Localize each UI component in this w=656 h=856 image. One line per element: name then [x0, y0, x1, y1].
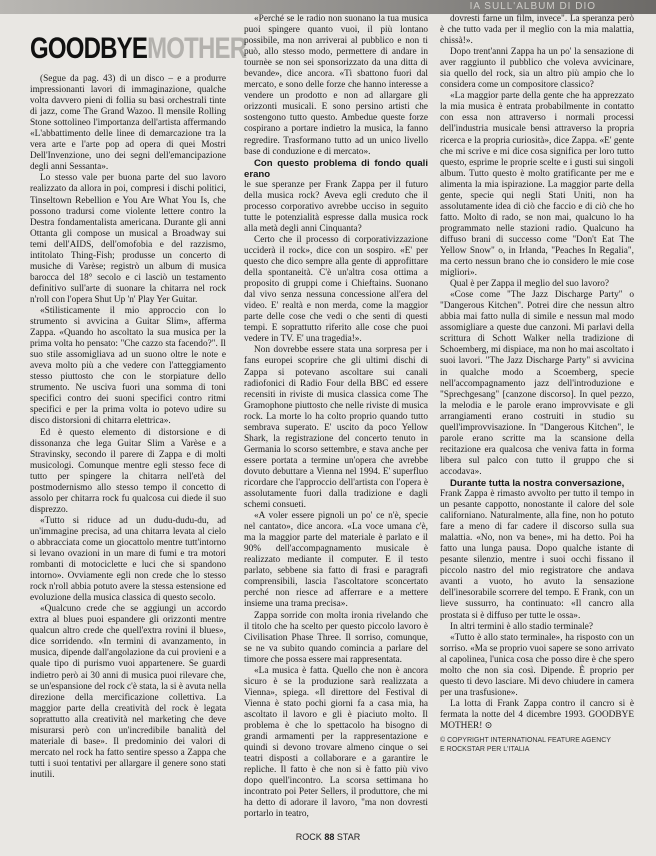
- paragraph: Frank Zappa è rimasto avvolto per tutto il tempo in un pesante cappotto, nonostante il calore del sole californiano. Naturalmente, alla fine, non ho potuto fare a meno di far cadere il discorso sulla sua malattia. «No, non va bene», mi ha detto. Poi ha fatto una lunga pausa. Dopo qualche istante di pesante silenzio, mentre i suoi occhi fissano il piccolo nastro del mio registratore che andava avanti a vuoto, ho avuto la sensazione dell'inesorabile scorrere del tempo. E Frank, con un lieve sussurro, ha continuato: «Il cancro alla prostata si è diffuso per tutte le ossa».: [440, 489, 634, 621]
- paragraph: Certo che il processo di corporativizzazione ucciderà il rock», dice con un sospiro. «E' per questo che dico sempre alla gente di approfittare della spontaneità. C'è un'altra cosa ottima a proposito di gruppi come i Chieftains. Suonano dal vivo senza nessuna concessione all'era del video. E' realtà e non merda, come la maggior parte delle cose che vedi o che senti di questi tempi. E soprattutto riferito alle cose che puoi vedere in TV. E' una tragedia!».: [244, 234, 428, 345]
- page-footer: [0, 832, 656, 842]
- paragraph: le sue speranze per Frank Zappa per il futuro della musica rock? Aveva egli creduto che il processo corporativo avrebbe ucciso in seguito tutte le potenzialità espresse dalla musica rock alla metà degli anni Cinquanta?: [244, 179, 428, 234]
- section-subhead: Con questo problema di fondo quali erano: [244, 157, 428, 180]
- paragraph: Zappa sorride con molta ironia rivelando che il titolo che ha scelto per questo piccolo lavoro è Civilisation Phase Three. Il sorriso, comunque, se ne va subito quando comincia a parlare del timore che possa essere mai rappresentata.: [244, 610, 428, 665]
- footer-magazine-right: STAR: [336, 832, 361, 842]
- column-2: [244, 14, 428, 820]
- paragraph: Dopo trent'anni Zappa ha un po' la sensazione di aver raggiunto il pubblico che voleva avvicinare, sia quello del rock, sia un altro più ampio che lo considera come un compositore classico?: [440, 47, 634, 91]
- credit-line: E ROCKSTAR PER L'ITALIA: [440, 746, 530, 754]
- title-part-2: MOTHER: [147, 32, 247, 65]
- copyright-credits: [440, 736, 634, 754]
- paragraph: «Cose come "The Jazz Discharge Party" o "Dangerous Kitchen". Potrei dire che nessun altro abbia mai fatto nulla di simile e nessun mal modo assomigliare a queste due canzoni. Mi parlavi della scrittura di Schott Walker nella tradizione di Schoemberg, mi dispiace, ma non ho mai ascoltato i suoi lavori. "The Jazz Discharge Party" si avvicina in qualche modo a Scoemberg, specie nell'accompagnamento jazz dell'introduzione e "Sprechgesang" [canzone discorso]. In quel pezzo, la melodia e le parole erano improvvisate e gli arrangiamenti erano costruiti in studio su quell'improvvisazione. In "Dangerous Kitchen", le parole erano scritte ma la scansione della recitazione era qualcosa che veniva fatta in forma libera sul palco con tutto il gruppo che si accodava».: [440, 290, 634, 477]
- paragraph: Non dovrebbe essere stata una sorpresa per i fans europei scoprire che gli ultimi dischi di Zappa si potevano ascoltare sui canali radiofonici di Radio Four della BBC ed essere recensiti in riviste di musica classica come The Gramophone piuttosto che nelle riviste di musica rock. La morte lo ha colto proprio quando tutto sembrava superato. E' uscito da poco Yellow Shark, la registrazione del concerto tenuto in Germania lo scorso settembre, e stava anche per essere portata a termine un'opera che avrebbe dovuto debuttare a Vienna nel 1994. E' superfluo ricordare che l'approccio dell'artista con l'opera è assolutamente fuori dalla tradizione e dagli schemi consueti.: [244, 345, 428, 511]
- header-strip: [0, 0, 656, 14]
- page-number: 88: [324, 832, 335, 842]
- title-part-1: GOODBYE: [30, 32, 148, 65]
- paragraph: «La musica è fatta. Quello che non è ancora sicuro è se la produzione sarà realizzata a Vienna», spiega. «Il direttore del Festival di Vienna è stato pochi giorni fa a casa mia, ha ascoltato il lavoro e gli è piaciuto molto. Il problema è che lo spettacolo ha bisogno di grandi armamenti per la rappresentazione e quindi si devono trovare almeno cinque o sei teatri disposti a collaborare e a garantire le repliche. Il fatto è che non si è fatto più vivo dopo quell'incontro. La scorsa settimana ho incontrato poi Peter Sellers, il produttore, che mi ha detto di adorare il lavoro, "ma non dovresti portarlo in teatro,: [244, 665, 428, 820]
- footer-magazine-left: ROCK: [295, 832, 322, 842]
- paragraph: Qual è per Zappa il meglio del suo lavoro?: [450, 279, 610, 290]
- paragraph: «Tutto è allo stato terminale», ha risposto con un sorriso. «Ma se proprio vuoi sapere se sono arrivato al capolinea, l'unica cosa che posso dire è che spero molto che non sia così. Dipende. È proprio per questo ti devo lasciare. Mi devo chiudere in camera per una trasfusione».: [440, 632, 634, 698]
- paragraph: Ed è questo elemento di distorsione e di dissonanza che lega Guitar Slim a Varèse e a Stravinsky, secondo il parere di Zappa e di molti musicologi. Comunque mentre egli stesso fece di tutto per spingere la chitarra nell'età del postmodernismo allo stesso tempo il concetto di assolo per chitarra rock fu qualcosa cui diede il suo disprezzo.: [30, 427, 226, 515]
- paragraph: Lo stesso vale per buona parte del suo lavoro realizzato da allora in poi, compresi i dischi politici, Tinseltown Rebellion e You Are What You Is, che possono tradursi come violente lettere contro la Destra fondamentalista americana. Durante gli anni Ottanta gli compose un musical a Broadway sui temi dell'AIDS, dell'omofobia e del razzismo, intitolato Thing-Fish; produsse un concerto di musiche di Varèse; registrò un album di musica barocca del 18° secolo e ci lasciò un testamento definitivo sull'arte di suonare la chitarra nel rock n'roll con l'opera Shut Up 'n' Play Yer Guitar.: [30, 173, 226, 305]
- column-3: [440, 14, 634, 814]
- paragraph: (Segue da pag. 43) di un disco – e a produrre impressionanti lavori di immaginazione, qualche volta davvero pieni di follia su basi orchestrali tinte di jazz, come The Grand Wazoo. Il mensile Rolling Stone sottolineo l'importanza dell'artista affermando «L'abbattimento delle linee di demarcazione tra la vera arte e l'arte pop ad opera di quei Mostri Dell'Invenzione, uno dei segni dell'emancipazione degli anni Sessanta».: [30, 74, 226, 173]
- paragraph: «Tutto si riduce ad un dudu-dudu-du, ad un'immagine precisa, ad una chitarra levata al cielo o abbracciata come un giocattolo mentre tutt'intorno si levano ovazioni in un mare di fumi e tra motori rombanti di motociclette e luci che si spandono intorno». Ovviamente egli non crede che lo stesso rock n'roll abbia potuto avere la stessa estensione ed evoluzione della musica classica di questo secolo.: [30, 515, 226, 604]
- column-1: [30, 26, 247, 826]
- credit-line: © COPYRIGHT INTERNATIONAL FEATURE AGENCY: [440, 737, 611, 745]
- paragraph: «Qualcuno crede che se aggiungi un accordo extra al blues puoi espandere gli orizzonti mentre qualcun altro crede che quell'extra rovini il blues», dice sorridendo. «In termini di avanzamento, in musica, dipende dall'angolazione da cui provieni e a quale tipo di purismo vuoi appartenere. Se guardi indietro però ai 30 anni di musica puoi rilevare che, se un'espansione del rock c'è stata, la si è avuta nella direzione della mercificazione collettiva. La maggior parte della creatività del rock è legata soprattutto alla creatività nel marketing che deve misurarsi però con un'incredibile banalità del materiale di base». Il predominio dei valori di mercato nel rock ha fatto sentire spesso a Zappa che tutti i suoi tentativi per allargare il genere sono stati inutili.: [30, 604, 226, 780]
- paragraph: «La maggior parte della gente che ha apprezzato la mia musica è entrata probabilmente in contatto con essa non attraverso i normali processi dell'industria musicale bensì attraverso la propria ricerca e la propria curiosità», dice Zappa. «E' gente che mi scrive e mi dice cosa significa per loro tutto questo, esprime le proprie scelte e i gusti sui singoli album. Tutto questo è molto gratificante per me e alimenta la mia ispirazione. La maggior parte della gente, specie qui negli Stati Uniti, non ha assolutamente idea di ciò che faccio e di ciò che ho fatto. Molto di rado, se non mai, qualcuno lo ha programmato nelle stazioni radio. Qualcuno ha diffuso brani di successo come "Don't Eat The Yellow Snow" o, in Irlanda, "Peaches In Regalia", ma certo nessun brano che io considero le mie cose migliori».: [440, 91, 634, 279]
- section-subhead: Durante tutta la nostra conversazione,: [450, 477, 625, 489]
- paragraph: dovresti farne un film, invece". La speranza però è che tutto vada per il meglio con la mia malattia, chissà!».: [440, 14, 634, 47]
- closing-paragraph: La lotta di Frank Zappa contro il cancro si è fermata la notte del 4 dicembre 1993. GOODBYE MOTHER! ⊙: [440, 698, 634, 731]
- paragraph: «Perché se le radio non suonano la tua musica puoi spingere quanto vuoi, il più lontano possibile, ma non arriverai al pubblico e non ti può, allo stesso modo, permettere di andare in tournèe se non sei sponsorizzato da una ditta di bevande», dice ancora. «Ti sbattono fuori dal mercato, e sono delle forze che hanno interesse a vendere un prodotto e non ad allargare gli orizzonti musicali. E sono persino artisti che sostengono tutto questo. Ambedue queste forze cospirano a portare indietro la musica, la fanno regredire. Trasformano tutto ad un unico livello base di conduzione e di mercato».: [244, 14, 428, 157]
- article-title: [30, 32, 247, 66]
- paragraph: «A voler essere pignoli un po' ce n'è, specie nel cantato», dice ancora. «La voce umana c'è, ma la maggior parte del materiale è parlato e il 90% dell'accompagnamento musicale è realizzato mediante il computer. E il testo parlato, sebbene sia fatto di frasi e paragrafi comprensibili, lascia l'ascoltatore sconcertato perché non riesce ad afferrare e a mettere insieme una trama precisa».: [244, 511, 428, 610]
- header-strip-text: IA SULL'ALBUM DI DIO: [469, 1, 596, 12]
- paragraph: In altri termini è allo stadio terminale?: [450, 621, 594, 632]
- paragraph: «Stilisticamente il mio approccio con lo strumento si avvicina a Guitar Slim», afferma Zappa. «Quando ho ascoltato la sua musica per la prima volta ho pensato: "Che cazzo sta facendo?". Il suo stile assomigliava ad un suono oltre le note e aveva molto più a che vedere con l'atteggiamento stesso piuttosto che con le storpiature dello strumento. Ne usciva fuori una somma di toni specifici contro dei suoni specifici contro ritmi specifici e per la prima volta io potevo udire su disco distorsioni di chitarra elettrica».: [30, 305, 226, 427]
